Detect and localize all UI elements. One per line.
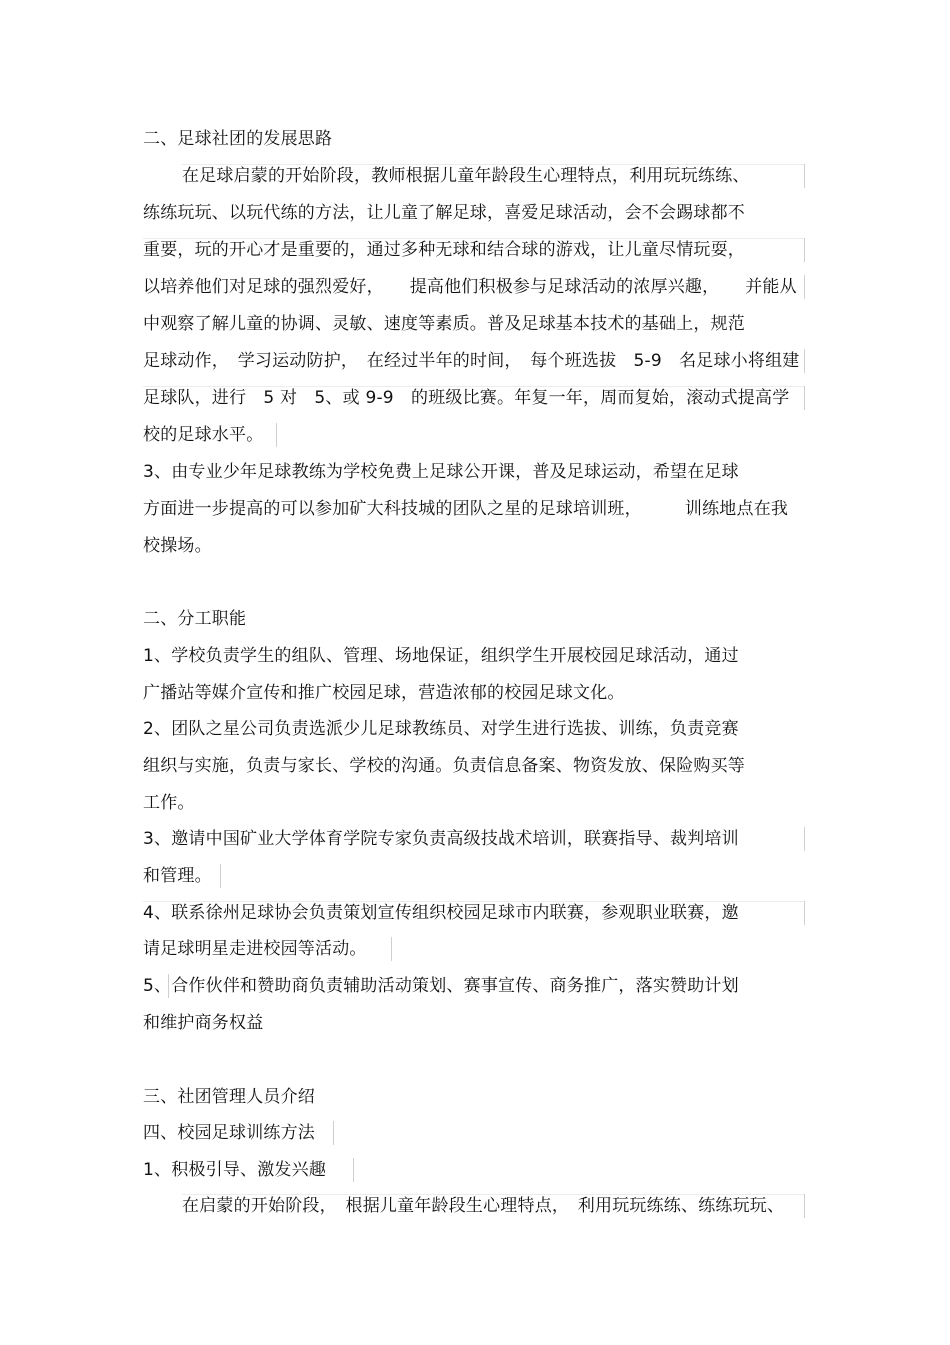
heading-training-methods: 四、校园足球训练方法 — [143, 1123, 315, 1143]
paragraph-line: 校的足球水平。 — [143, 425, 264, 445]
cell-border — [182, 164, 804, 165]
cell-border — [333, 1121, 334, 1145]
cell-border — [804, 386, 805, 410]
heading-division-of-duties: 二、分工职能 — [143, 609, 247, 629]
cell-border — [143, 901, 804, 902]
paragraph-line: 以培养他们对足球的强烈爱好， 提高他们积极参与足球活动的浓厚兴趣， 并能从 — [143, 277, 797, 297]
list-item-line: 2、团队之星公司负责选派少儿足球教练员、对学生进行选拔、训练，负责竞赛 — [143, 719, 739, 739]
list-item-line: 和管理。 — [143, 866, 212, 886]
list-item-line: 3、由专业少年足球教练为学校免费上足球公开课，普及足球运动，希望在足球 — [143, 462, 739, 482]
subheading-motivation: 1、积极引导、激发兴趣 — [143, 1160, 327, 1180]
cell-border — [143, 386, 804, 387]
list-item-line: 校操场。 — [143, 536, 212, 556]
cell-border — [804, 164, 805, 188]
list-item-line: 和维护商务权益 — [143, 1013, 264, 1033]
heading-development-ideas: 二、足球社团的发展思路 — [143, 129, 333, 149]
heading-staff-intro: 三、社团管理人员介绍 — [143, 1087, 315, 1107]
paragraph-line: 在启蒙的开始阶段， 根据儿童年龄段生心理特点， 利用玩玩练练、练练玩玩、 — [182, 1196, 785, 1216]
cell-border — [804, 827, 805, 851]
cell-border — [220, 864, 221, 888]
paragraph-line: 足球动作， 学习运动防护， 在经过半年的时间， 每个班选拔 5-9 名足球小将组建 — [143, 351, 800, 371]
cell-border — [182, 1194, 804, 1195]
list-item-line: 组织与实施，负责与家长、学校的沟通。负责信息备案、物资发放、保险购买等 — [143, 756, 745, 776]
paragraph-line: 中观察了解儿童的协调、灵敏、速度等素质。普及足球基本技术的基础上，规范 — [143, 314, 745, 334]
list-item-line: 1、学校负责学生的组队、管理、场地保证，组织学生开展校园足球活动，通过 — [143, 646, 739, 666]
cell-border — [276, 423, 277, 447]
cell-border — [168, 974, 169, 998]
cell-border — [804, 275, 805, 299]
list-item-line: 方面进一步提高的可以参加矿大科技城的团队之星的足球培训班， 训练地点在我 — [143, 499, 789, 519]
list-item-line: 4、联系徐州足球协会负责策划宣传组织校园足球市内联赛，参观职业联赛，邀 — [143, 903, 739, 923]
cell-border — [804, 349, 805, 373]
cell-border — [804, 901, 805, 925]
paragraph-line: 重要，玩的开心才是重要的，通过多种无球和结合球的游戏，让儿童尽情玩耍， — [143, 240, 745, 260]
cell-border — [353, 1158, 354, 1182]
cell-border — [391, 937, 392, 961]
cell-border — [143, 238, 804, 239]
cell-border — [804, 238, 805, 262]
list-item-line: 工作。 — [143, 793, 195, 813]
cell-border — [804, 1194, 805, 1218]
paragraph-line: 足球队，进行 5 对 5、或 9-9 的班级比赛。年复一年，周而复始，滚动式提高学 — [143, 388, 790, 408]
list-item-line: 5、合作伙伴和赞助商负责辅助活动策划、赛事宣传、商务推广，落实赞助计划 — [143, 976, 739, 996]
list-item-line: 请足球明星走进校园等活动。 — [143, 939, 367, 959]
paragraph-line: 在足球启蒙的开始阶段，教师根据儿童年龄段生心理特点，利用玩玩练练、 — [182, 166, 750, 186]
paragraph-line: 练练玩玩、以玩代练的方法，让儿童了解足球，喜爱足球活动，会不会踢球都不 — [143, 203, 745, 223]
list-item-line: 3、邀请中国矿业大学体育学院专家负责高级技战术培训，联赛指导、裁判培训 — [143, 829, 739, 849]
list-item-line: 广播站等媒介宣传和推广校园足球，营造浓郁的校园足球文化。 — [143, 683, 625, 703]
